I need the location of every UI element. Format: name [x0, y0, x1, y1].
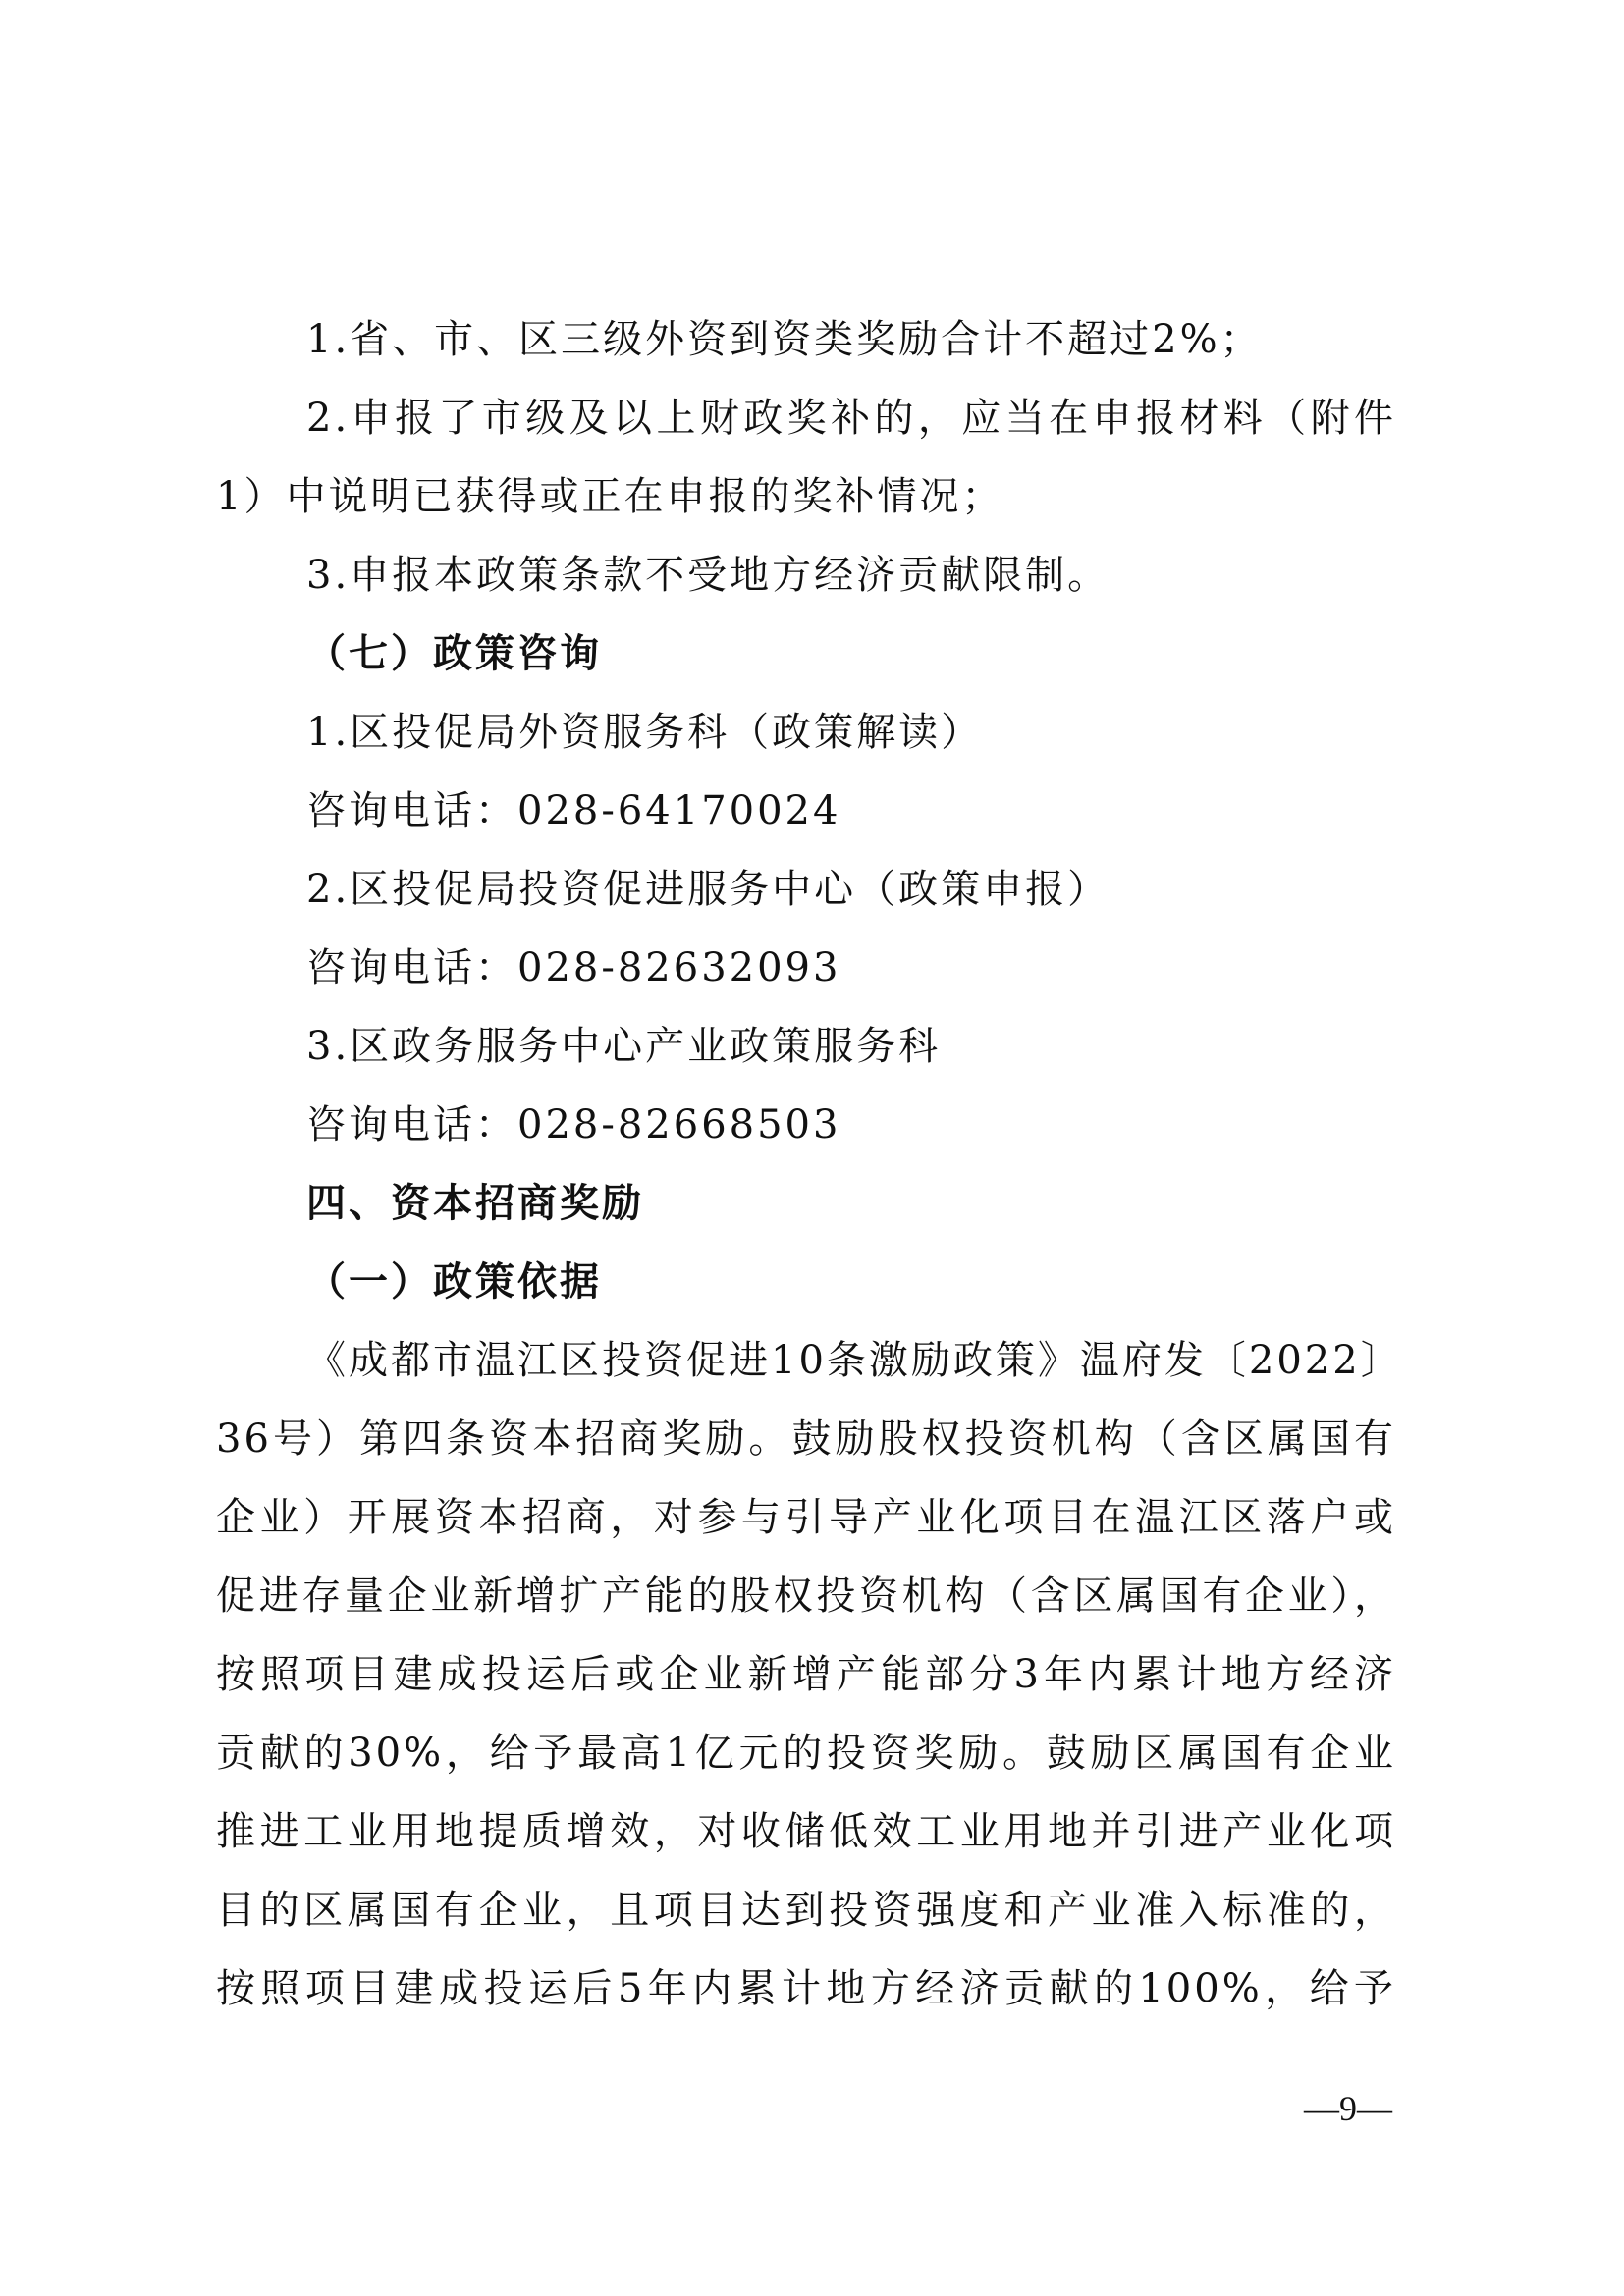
paragraph-line-8: 目的区属国有企业，且项目达到投资强度和产业准入标准的， — [216, 1888, 1396, 1933]
paragraph-line-7: 推进工业用地提质增效，对收储低效工业用地并引进产业化项 — [216, 1809, 1396, 1854]
paragraph-line-6: 贡献的30%，给予最高1亿元的投资奖励。鼓励区属国有企业 — [216, 1731, 1396, 1776]
section-heading-policy-basis: （一）政策依据 — [306, 1259, 602, 1305]
paragraph-line-5: 按照项目建成投运后或企业新增产能部分3年内累计地方经济 — [216, 1652, 1396, 1697]
paragraph-line-9: 按照项目建成投运后5年内累计地方经济贡献的100%，给予 — [216, 1966, 1396, 2011]
text-line-no-contribution-limit: 3.申报本政策条款不受地方经济贡献限制。 — [306, 553, 1110, 598]
text-line-municipal-subsidy: 2.申报了市级及以上财政奖补的，应当在申报材料（附件 — [306, 396, 1396, 441]
text-line-phone-3: 咨询电话：028-82668503 — [306, 1102, 841, 1148]
paragraph-line-1: 《成都市温江区投资促进10条激励政策》温府发〔2022〕 — [306, 1338, 1403, 1383]
text-line-limit-2-percent: 1.省、市、区三级外资到资类奖励合计不超过2%； — [306, 317, 1263, 362]
text-line-phone-2: 咨询电话：028-82632093 — [306, 945, 841, 990]
paragraph-line-4: 促进存量企业新增扩产能的股权投资机构（含区属国有企业）， — [216, 1574, 1396, 1619]
paragraph-line-2: 36号）第四条资本招商奖励。鼓励股权投资机构（含区属国有 — [216, 1416, 1396, 1462]
page-number: —9— — [1304, 2089, 1392, 2128]
text-line-attachment-note: 1）中说明已获得或正在申报的奖补情况； — [216, 474, 1004, 519]
section-heading-capital-investment-reward: 四、资本招商奖励 — [306, 1181, 644, 1226]
text-line-phone-1: 咨询电话：028-64170024 — [306, 788, 841, 833]
text-line-investment-service-center: 2.区投促局投资促进服务中心（政策申报） — [306, 867, 1110, 912]
text-line-foreign-investment-office: 1.区投促局外资服务科（政策解读） — [306, 710, 984, 755]
text-line-government-service-center: 3.区政务服务中心产业政策服务科 — [306, 1024, 942, 1069]
paragraph-line-3: 企业）开展资本招商，对参与引导产业化项目在温江区落户或 — [216, 1495, 1396, 1540]
section-heading-policy-consultation: （七）政策咨询 — [306, 631, 602, 676]
